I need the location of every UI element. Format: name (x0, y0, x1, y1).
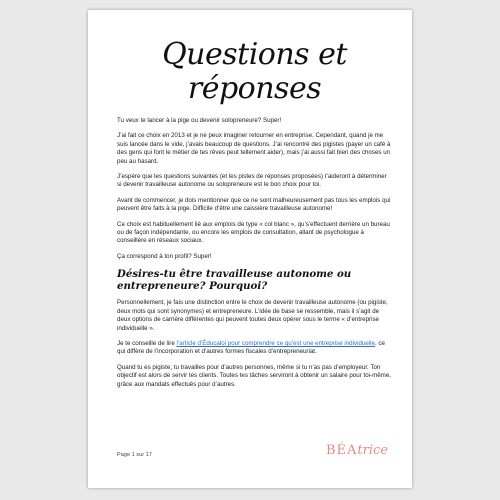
educaloi-article-link[interactable]: l’article d’Éducaloi pour comprendre ce qu’est une entreprise individuelle (176, 339, 375, 347)
intro-paragraph-2: J’ai fait ce choix en 2013 et je ne peux imaginer retourner en entreprise. Cependant, quand je me suis lancée dans le vide, j’avais beaucoup de questions. J’ai rencontré des pigistes (payer un café à des gens qui font le métier de tes rêves peut tellement aider), mais j’ai aussi fait bien des choses un peu au hasard. (117, 132, 391, 165)
beatrice-logo (326, 443, 388, 458)
section-heading: Désires-tu être travailleuse autonome ou entrepreneure? Pourquoi? (117, 268, 352, 293)
p2-after-text: , ce qui diffère de l’incorporation et d’autres formes fiscales d’entrepreneuriat. (117, 339, 385, 356)
p2-before-text: Je te conseille de lire (117, 339, 177, 347)
page-number: Page 1 sur 17 (117, 452, 152, 458)
page-title: Questions et réponses (162, 37, 347, 106)
logo-caps: BÉA (325, 443, 358, 458)
intro-paragraph-5: Ce choix est habituellement lié aux emplois de type « col blanc », qu’s’effectuent derrière un bureau ou de façon indépendante, ou encore les emplois de consultation, allant de psychologue à conseillère en réseaux sociaux. (117, 220, 390, 245)
section-paragraph-3: Quand tu es pigiste, tu travailles pour d’autres personnes, même si tu n’as pas d’employeur. Ton objectif est alors de servir tes clients. Toutes tes tâches serviront à obtenir un salaire pour toi-même, grâce aux mandats effectués pour d’autres. (117, 363, 391, 388)
intro-paragraph-4: Avant de commencer, je dois mentionner que ce ne sont malheureusement pas tous les emplois qui peuvent être faits à la pige. Difficile d’être une caissière travailleuse autonome! (117, 196, 391, 213)
document-page (88, 10, 412, 488)
section-paragraph-1: Personnellement, je fais une distinction entre le choix de devenir travailleuse autonome (ou pigiste, deux mots qui sont synonymes) et entrepreneure. L’idée de base se ressemble, mais il s’agit de deux options de carrière différentes qui peuvent toutes deux opérer sous le terme « d’entreprise individuelle ». (117, 299, 388, 332)
intro-paragraph-6: Ça correspond à ton profil? Super! (117, 252, 212, 260)
logo-script: trice (357, 443, 388, 458)
intro-paragraph-1: Tu veux te lancer à la pige ou devenir solopreneure? Super! (117, 117, 282, 124)
intro-paragraph-3: J’espère que les questions suivantes (et les pistes de réponses proposées) t’aideront à déterminer si devenir travailleuse autonome ou solopreneure est le bon choix pour toi. (117, 173, 387, 189)
section-paragraph-2 (117, 340, 392, 357)
